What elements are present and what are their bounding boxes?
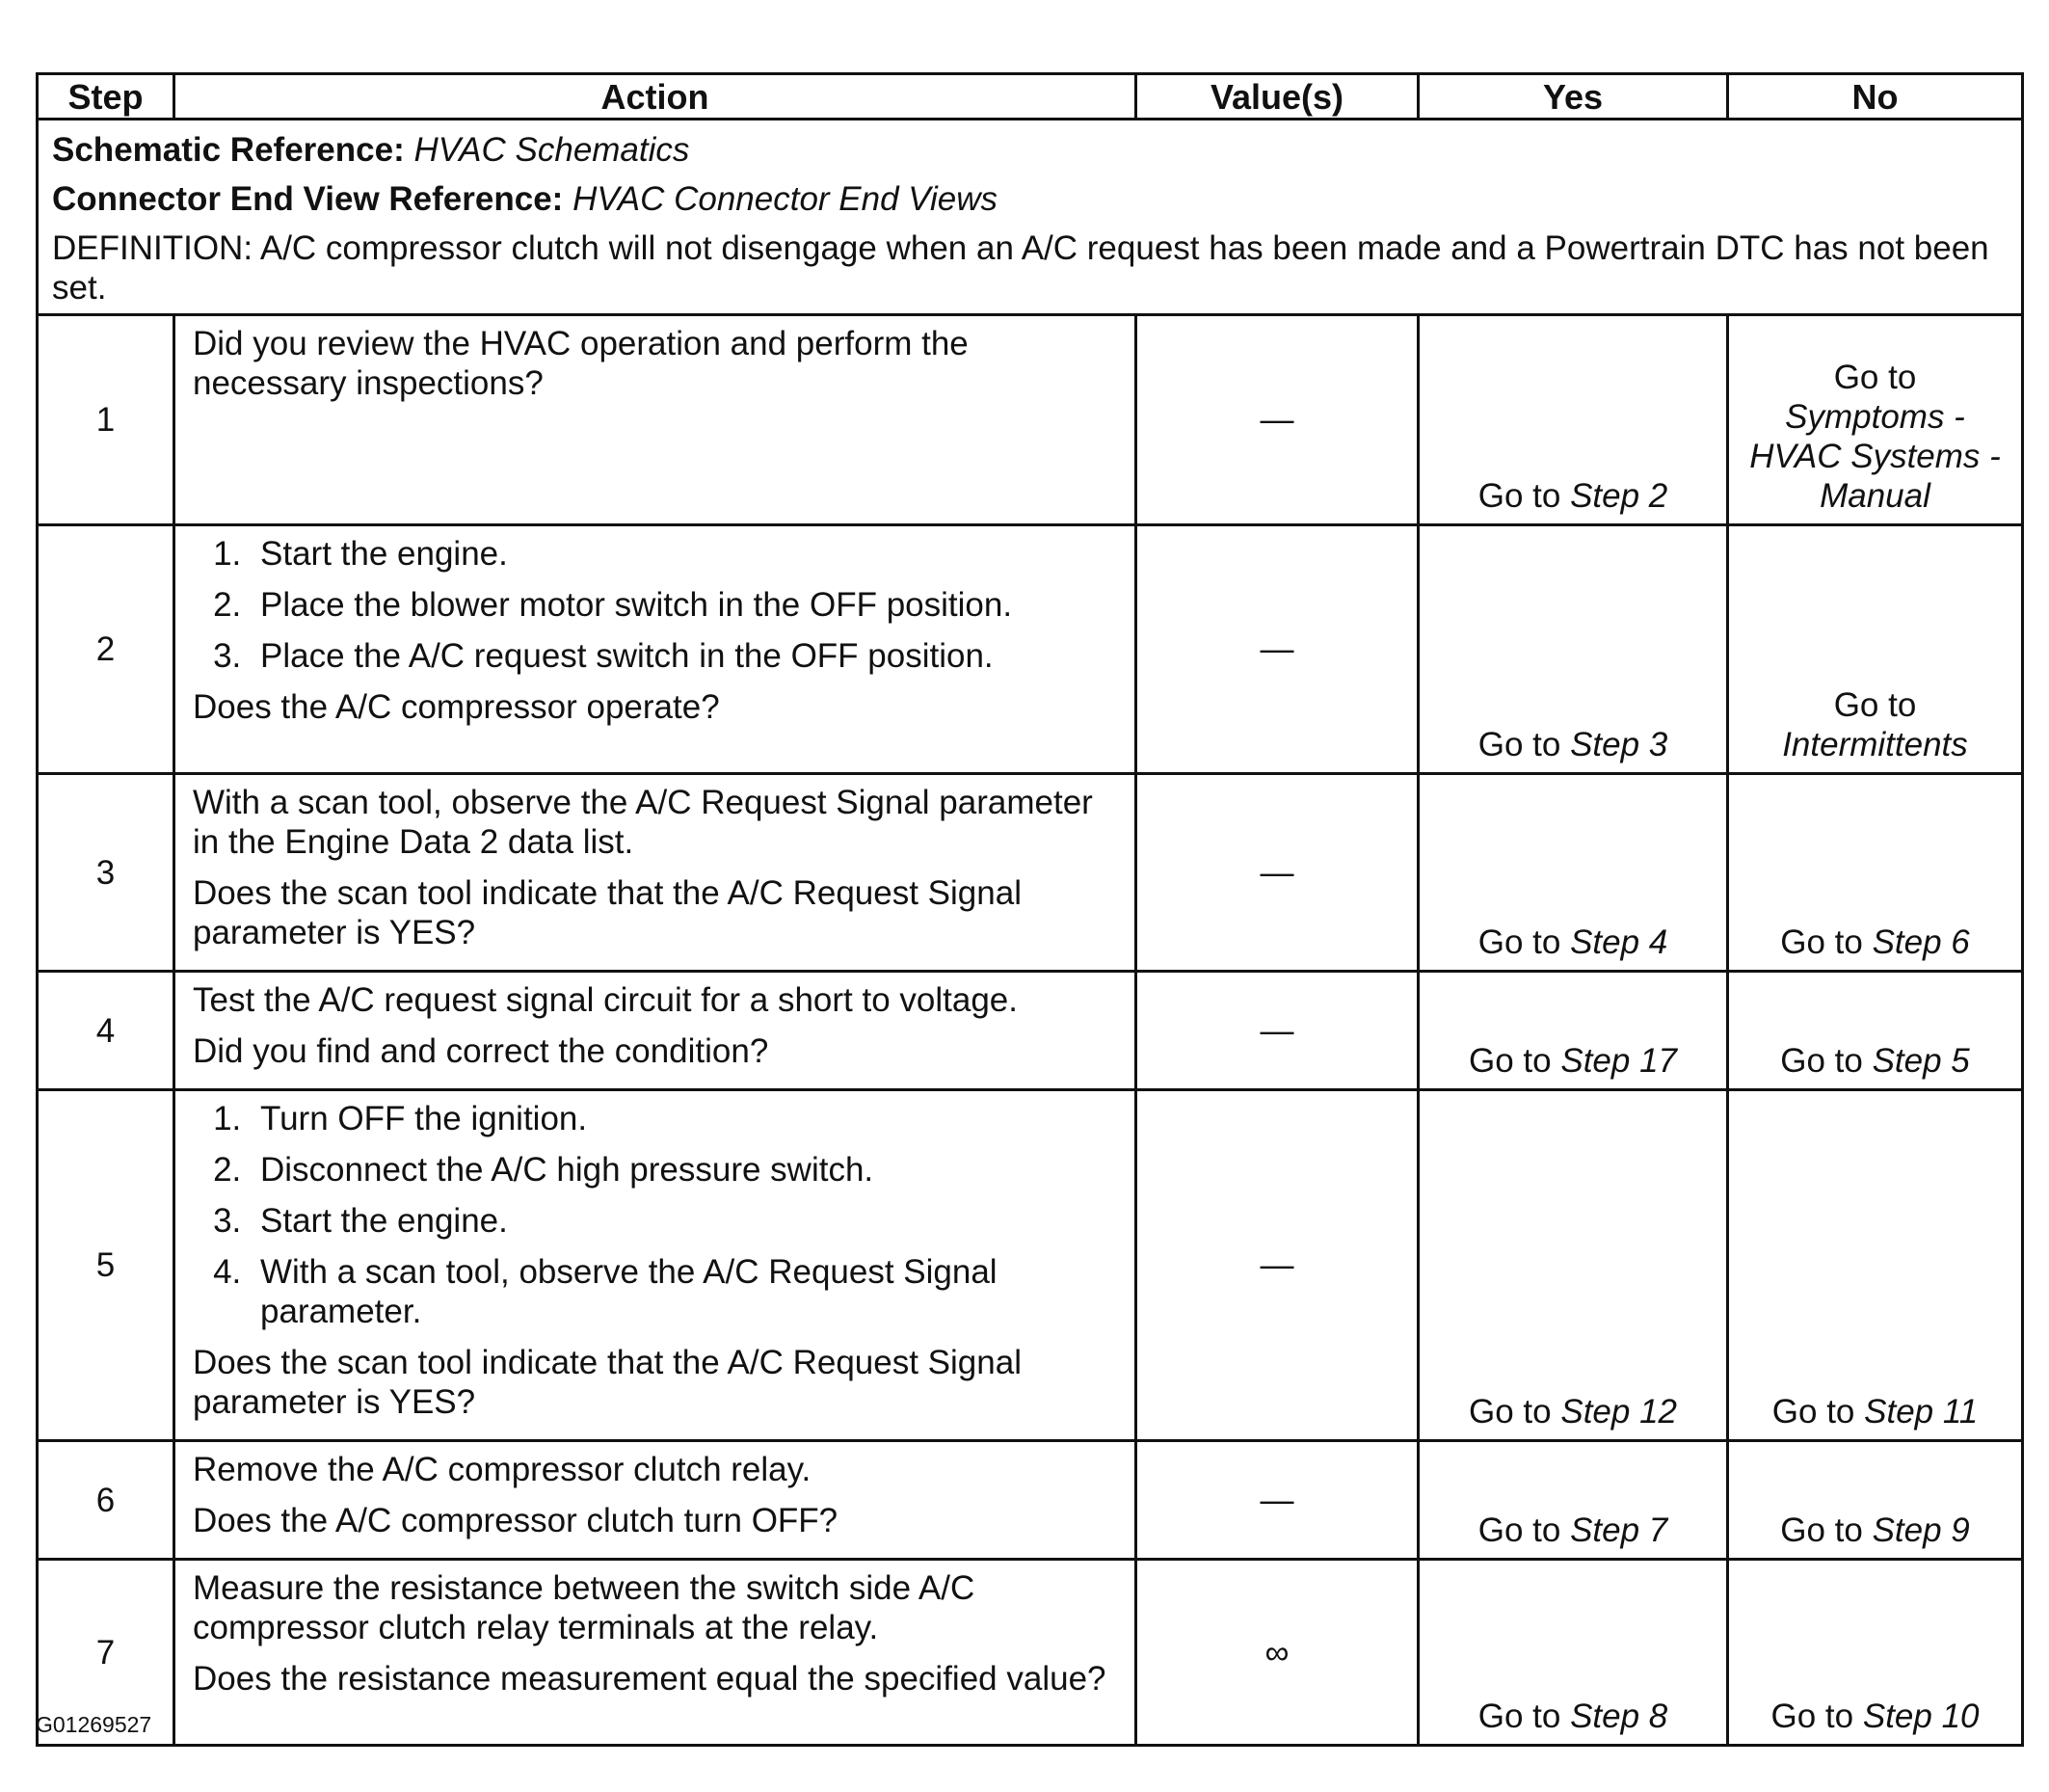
question-text: Does the scan tool indicate that the A/C Request Signal parameter is YES?	[193, 874, 1022, 951]
action-cell	[174, 1090, 1136, 1441]
connector-reference-link[interactable]: HVAC Connector End Views	[572, 180, 998, 218]
value-cell: —	[1136, 315, 1419, 525]
table-row	[38, 315, 2023, 525]
substep-item: 4. With a scan tool, observe the A/C Request Signal parameter.	[251, 1252, 1117, 1331]
no-goto-prefix: Go to	[1833, 686, 1917, 724]
no-goto-prefix: Go to	[1780, 1042, 1863, 1080]
yes-goto-link[interactable]: Step 8	[1570, 1698, 1668, 1735]
action-text: Measure the resistance between the switch side A/C compressor clutch relay terminals at the relay.	[193, 1569, 975, 1646]
yes-goto-prefix: Go to	[1477, 726, 1561, 763]
no-cell	[1728, 315, 2023, 525]
yes-cell	[1419, 1441, 1728, 1560]
yes-cell	[1419, 972, 1728, 1090]
schematic-reference-label: Schematic Reference:	[52, 131, 405, 169]
step-number: 3	[38, 774, 174, 972]
header-action: Action	[174, 74, 1136, 120]
action-cell	[174, 1560, 1136, 1746]
substep-item: 2. Disconnect the A/C high pressure switch.	[251, 1150, 1117, 1190]
no-goto-link[interactable]: Step 11	[1864, 1393, 1979, 1431]
yes-goto-link[interactable]: Step 3	[1570, 726, 1668, 763]
substep-item: 2. Place the blower motor switch in the OFF position.	[251, 585, 1117, 625]
value-cell: —	[1136, 774, 1419, 972]
no-goto-prefix: Go to	[1780, 923, 1863, 961]
reference-cell	[38, 120, 2023, 315]
reference-row	[38, 120, 2023, 315]
question-text: Did you find and correct the condition?	[193, 1032, 769, 1070]
action-text: Remove the A/C compressor clutch relay.	[193, 1451, 812, 1488]
substep-item: 1. Turn OFF the ignition.	[251, 1099, 1117, 1138]
no-goto-prefix: Go to	[1770, 1698, 1854, 1735]
table-row	[38, 774, 2023, 972]
yes-goto-link[interactable]: Step 7	[1570, 1511, 1668, 1549]
action-cell	[174, 774, 1136, 972]
yes-goto-prefix: Go to	[1477, 923, 1561, 961]
no-goto-prefix: Go to	[1771, 1393, 1855, 1431]
yes-goto-prefix: Go to	[1477, 1698, 1561, 1735]
yes-goto-prefix: Go to	[1477, 1511, 1561, 1549]
yes-goto-link[interactable]: Step 17	[1560, 1042, 1677, 1080]
no-goto-link[interactable]: Intermittents	[1782, 726, 1968, 763]
header-row	[38, 74, 2023, 120]
header-yes: Yes	[1419, 74, 1728, 120]
figure-id: G01269527	[36, 1712, 152, 1737]
header-no: No	[1728, 74, 2023, 120]
value-cell: —	[1136, 1090, 1419, 1441]
yes-cell	[1419, 315, 1728, 525]
action-cell	[174, 315, 1136, 525]
question-text: Does the resistance measurement equal the specified value?	[193, 1660, 1106, 1698]
substep-list	[193, 1099, 1117, 1331]
step-number: 5	[38, 1090, 174, 1441]
value-cell: —	[1136, 1441, 1419, 1560]
step-number: 1	[38, 315, 174, 525]
table-row	[38, 972, 2023, 1090]
no-goto-link[interactable]: Step 5	[1872, 1042, 1970, 1080]
substep-item: 3. Place the A/C request switch in the OFF position.	[251, 636, 1117, 676]
value-cell: —	[1136, 525, 1419, 774]
question-text: Does the A/C compressor operate?	[193, 688, 720, 726]
step-number: 6	[38, 1441, 174, 1560]
table-row	[38, 525, 2023, 774]
yes-cell	[1419, 1090, 1728, 1441]
diagnostic-table	[36, 72, 2024, 1747]
action-cell	[174, 1441, 1136, 1560]
question-text: Does the scan tool indicate that the A/C Request Signal parameter is YES?	[193, 1344, 1022, 1421]
no-goto-link[interactable]: Step 6	[1872, 923, 1970, 961]
step-number: 2	[38, 525, 174, 774]
no-goto-prefix: Go to	[1833, 359, 1917, 396]
value-cell: ∞	[1136, 1560, 1419, 1746]
no-goto-link[interactable]: Step 9	[1872, 1511, 1970, 1549]
substep-item: 1. Start the engine.	[251, 534, 1117, 574]
action-text: With a scan tool, observe the A/C Request Signal parameter in the Engine Data 2 data list.	[193, 784, 1093, 861]
no-goto-prefix: Go to	[1780, 1511, 1863, 1549]
value-cell: —	[1136, 972, 1419, 1090]
no-cell	[1728, 972, 2023, 1090]
no-goto-link[interactable]: Symptoms - HVAC Systems - Manual	[1749, 398, 2001, 515]
step-number: 4	[38, 972, 174, 1090]
schematic-reference-link[interactable]: HVAC Schematics	[413, 131, 690, 169]
diagnostic-page	[36, 72, 2021, 1747]
table-row	[38, 1560, 2023, 1746]
action-text: Test the A/C request signal circuit for a short to voltage.	[193, 981, 1018, 1019]
yes-cell	[1419, 1560, 1728, 1746]
yes-goto-prefix: Go to	[1469, 1042, 1552, 1080]
no-cell	[1728, 774, 2023, 972]
table-row	[38, 1090, 2023, 1441]
connector-reference-label: Connector End View Reference:	[52, 180, 564, 218]
no-cell	[1728, 525, 2023, 774]
steps-body	[38, 315, 2023, 1746]
yes-cell	[1419, 525, 1728, 774]
no-cell	[1728, 1560, 2023, 1746]
action-text: Did you review the HVAC operation and perform the necessary inspections?	[193, 325, 969, 402]
definition-text: DEFINITION: A/C compressor clutch will not disengage when an A/C request has been made and a Powertrain DTC has not been set.	[52, 229, 1989, 307]
connector-reference	[52, 179, 2011, 219]
no-cell	[1728, 1441, 2023, 1560]
substep-item: 3. Start the engine.	[251, 1201, 1117, 1241]
action-cell	[174, 525, 1136, 774]
yes-goto-link[interactable]: Step 2	[1570, 477, 1668, 515]
yes-goto-prefix: Go to	[1477, 477, 1561, 515]
schematic-reference	[52, 130, 2011, 170]
header-values: Value(s)	[1136, 74, 1419, 120]
header-step: Step	[38, 74, 174, 120]
no-goto-link[interactable]: Step 10	[1862, 1698, 1980, 1735]
no-cell	[1728, 1090, 2023, 1441]
yes-goto-link[interactable]: Step 4	[1570, 923, 1668, 961]
yes-cell	[1419, 774, 1728, 972]
yes-goto-prefix: Go to	[1469, 1393, 1552, 1431]
table-row	[38, 1441, 2023, 1560]
question-text: Does the A/C compressor clutch turn OFF?	[193, 1502, 838, 1539]
yes-goto-link[interactable]: Step 12	[1560, 1393, 1677, 1431]
step-number: 7	[38, 1560, 174, 1746]
substep-list	[193, 534, 1117, 676]
action-cell	[174, 972, 1136, 1090]
